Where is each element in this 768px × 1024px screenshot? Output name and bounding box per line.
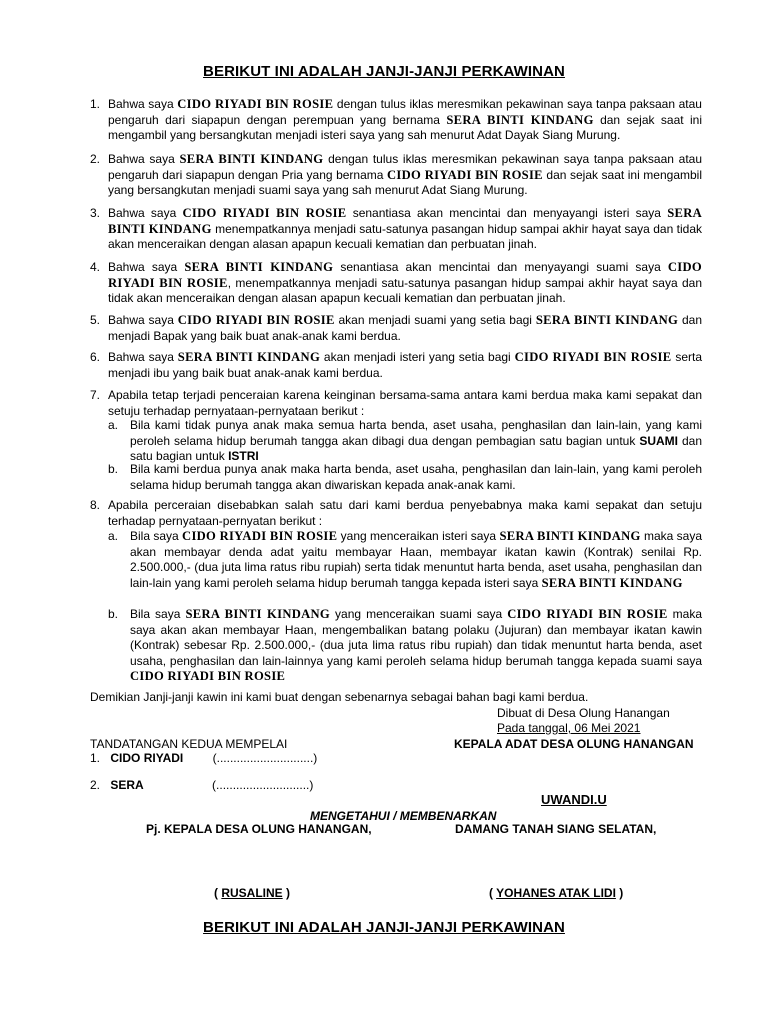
clause-text: Bahwa saya: [108, 152, 180, 166]
damang-title: DAMANG TANAH SIANG SELATAN,: [455, 822, 657, 836]
clause-number: 5.: [90, 313, 101, 327]
bride-name: SERA BINTI KINDANG: [446, 112, 594, 127]
clause-text: Bahwa saya: [108, 260, 185, 274]
paren-open: (: [489, 886, 497, 900]
clause-number: 8.: [90, 498, 101, 512]
clause-text: Bahwa saya: [108, 350, 178, 364]
clause-8a: [108, 529, 702, 591]
signer-name: SERA: [110, 778, 144, 792]
official-name-rusaline: RUSALINE: [221, 886, 283, 900]
bride-name: SERA BINTI KINDANG: [179, 152, 324, 166]
clause-number: 1.: [90, 97, 101, 111]
clause-1: [90, 97, 702, 144]
groom-name: CIDO RIYADI BIN ROSIE: [387, 167, 543, 182]
signature-blank: (.............................): [212, 751, 318, 765]
clause-7: [90, 388, 702, 419]
mengetahui-label: MENGETAHUI / MEMBENARKAN: [310, 809, 497, 823]
clause-text: yang menceraikan isteri saya: [337, 529, 500, 543]
paren-close: ): [282, 886, 291, 900]
footer-title: BERIKUT INI ADALAH JANJI-JANJI PERKAWINAN: [203, 919, 565, 936]
clause-number: 2.: [90, 152, 101, 166]
bride-name: SERA BINTI KINDANG: [541, 575, 683, 590]
clause-2: [90, 152, 702, 199]
clause-6: [90, 350, 702, 381]
bride-name: SERA BINTI KINDANG: [499, 529, 641, 543]
clause-text: serta menjadi ibu yang baik buat anak-anak kami berdua.: [108, 350, 703, 380]
groom-name: CIDO RIYADI BIN ROSIE: [514, 350, 672, 364]
clause-text: , menempatkannya menjadi satu-satunya pasangan hidup sampai akhir hayat saya dan tidak akan menceraikan dengan alasan apapun kecuali kematian dan perbuatan jinah.: [108, 275, 702, 305]
place-made: Dibuat di Desa Olung Hanangan: [497, 706, 670, 720]
clause-text: Bila saya: [130, 529, 183, 543]
signer-name: CIDO RIYADI: [110, 751, 184, 765]
clause-text: dan sejak saat ini mengambil yang bersangkutan menjadi isteri saya yang sah menurut Adat Dayak Siang Murung.: [108, 112, 702, 142]
clause-number: 4.: [90, 260, 101, 274]
clause-text: Apabila perceraian disebabkan salah satu dari kami berdua penyebabnya maka kami sepakat dan setuju terhadap pernyataan-pernyatan berikut :: [108, 498, 702, 528]
clause-7a: [108, 418, 702, 465]
bride-name: SERA BINTI KINDANG: [535, 313, 679, 327]
bride-name: SERA BINTI KINDANG: [185, 607, 331, 621]
clause-4: [90, 260, 702, 307]
groom-name: CIDO RIYADI BIN ROSIE: [182, 529, 338, 543]
clause-text: Bila saya: [130, 607, 186, 621]
clause-number: 3.: [90, 206, 101, 220]
clause-text: dan satu bagian untuk: [130, 433, 703, 463]
clause-text: senantiasa akan mencintai dan menyayangi suami saya: [333, 260, 668, 274]
clause-8: [90, 498, 702, 529]
clause-3: [90, 206, 702, 253]
pj-kepala-desa: Pj. KEPALA DESA OLUNG HANANGAN,: [146, 822, 372, 836]
clause-text: yang menceraikan suami saya: [330, 607, 508, 621]
clause-text: dan sejak saat ini mengambil yang bersangkutan menjadi suami saya yang sah menurut Adat Siang Murung.: [108, 167, 702, 197]
clause-7b: [108, 462, 702, 493]
clause-text: Bila kami berdua punya anak maka harta benda, aset usaha, penghasilan dan lain-lain, yang kami peroleh selama hidup berumah tangga akan diwariskan kepada anak-anak kami.: [130, 462, 702, 492]
groom-name: CIDO RIYADI BIN ROSIE: [182, 206, 347, 220]
clause-5: [90, 313, 702, 344]
signer-row-2: [90, 778, 313, 793]
clause-number: 6.: [90, 350, 101, 364]
clause-text: dengan tulus iklas meresmikan pekawinan saya tanpa paksaan atau pengaruh dari siapapun dengan perempuan yang bernama: [108, 97, 702, 127]
date-line: Pada tanggal, 06 Mei 2021: [497, 721, 641, 735]
groom-name: CIDO RIYADI BIN ROSIE: [177, 97, 334, 111]
signer-number: 2.: [90, 778, 101, 792]
clause-text: Bahwa saya: [108, 206, 183, 220]
clause-text: senantiasa akan mencintai dan menyayangi isteri saya: [346, 206, 668, 220]
clause-text: Bila kami tidak punya anak maka semua harta benda, aset usaha, penghasilan dan lain-lain, yang kami peroleh selama hidup berumah tangga akan dibagi dua dengan pembagian satu bagian untuk: [130, 418, 702, 448]
groom-name: CIDO RIYADI BIN ROSIE: [507, 607, 668, 621]
clause-8b: [108, 607, 702, 685]
clause-text: dan menjadi Bapak yang baik buat anak-anak kami berdua.: [108, 313, 703, 343]
groom-name: CIDO RIYADI BIN ROSIE: [177, 313, 335, 327]
clause-text: maka saya akan membayar denda adat yaitu membayar Haan, membayar ikatan kawin (Kontrak) senilai Rp. 2.500.000,- (dua juta lima ratus ribu rupiah) serta tidak menuntut harta benda, aset usaha, penghasilan dan lain-lain yang kami peroleh selama hidup berumah tangga kepada isteri saya: [130, 529, 703, 590]
adat-head-name: UWANDI.U: [541, 792, 607, 807]
clause-text: Bahwa saya: [108, 313, 178, 327]
clause-text: akan menjadi suami yang setia bagi: [334, 313, 536, 327]
document-title: BERIKUT INI ADALAH JANJI-JANJI PERKAWINAN: [203, 63, 565, 80]
groom-name: CIDO RIYADI BIN ROSIE: [130, 669, 286, 683]
groom-name: CIDO RIYADI BIN ROSIE: [108, 260, 702, 290]
istri-label: ISTRI: [228, 449, 259, 463]
bride-name: SERA BINTI KINDANG: [184, 260, 334, 274]
clause-text: Bahwa saya: [108, 97, 178, 111]
clause-text: dengan tulus iklas meresmikan pekawinan saya tanpa paksaan atau pengaruh dari siapapun dengan Pria yang bernama: [108, 152, 702, 182]
bride-name: SERA BINTI KINDANG: [108, 206, 702, 236]
sign-right-header: KEPALA ADAT DESA OLUNG HANANGAN: [454, 737, 694, 751]
paren-open: (: [214, 886, 222, 900]
clause-number: 7.: [90, 388, 101, 402]
bride-name: SERA BINTI KINDANG: [177, 350, 321, 364]
signer-number: 1.: [90, 751, 101, 765]
subclause-letter: a.: [108, 418, 119, 432]
signer-row-1: [90, 751, 317, 766]
right-official: [489, 886, 623, 901]
subclause-letter: b.: [108, 462, 119, 476]
paren-close: ): [615, 886, 624, 900]
clause-text: maka saya akan akan membayar Haan, mengembalikan batang polaku (Jujuran) dan membayar ikatan kawin (Kontrak) sebesar Rp. 2.500.000,- (dua juta lima ratus ribu rupiah) dan tidak menuntut harta benda, aset usaha, penghasilan dan lain-lainnya yang kami peroleh selama hidup berumah tangga kepada suami saya: [130, 607, 703, 668]
closing-statement: Demikian Janji-janji kawin ini kami buat dengan sebenarnya sebagai bahan bagi kami berdua.: [90, 690, 589, 704]
official-name-yohanes: YOHANES ATAK LIDI: [496, 886, 616, 900]
signature-blank: (............................): [212, 778, 314, 792]
subclause-letter: b.: [108, 607, 119, 621]
suami-label: SUAMI: [639, 433, 679, 448]
subclause-letter: a.: [108, 529, 119, 543]
clause-text: akan menjadi isteri yang setia bagi: [320, 350, 515, 364]
left-official: [214, 886, 290, 901]
clause-text: Apabila tetap terjadi penceraian karena keinginan bersama-sama antara kami berdua maka kami sepakat dan setuju terhadap pernyataan-pernyataan berikut :: [108, 388, 702, 418]
clause-text: menempatkannya menjadi satu-satunya pasangan hidup sampai akhir hayat saya dan tidak akan menceraikan dengan alasan apapun kecuali kematian dan perbuatan jinah.: [108, 221, 702, 251]
sign-left-header: TANDATANGAN KEDUA MEMPELAI: [90, 737, 288, 751]
